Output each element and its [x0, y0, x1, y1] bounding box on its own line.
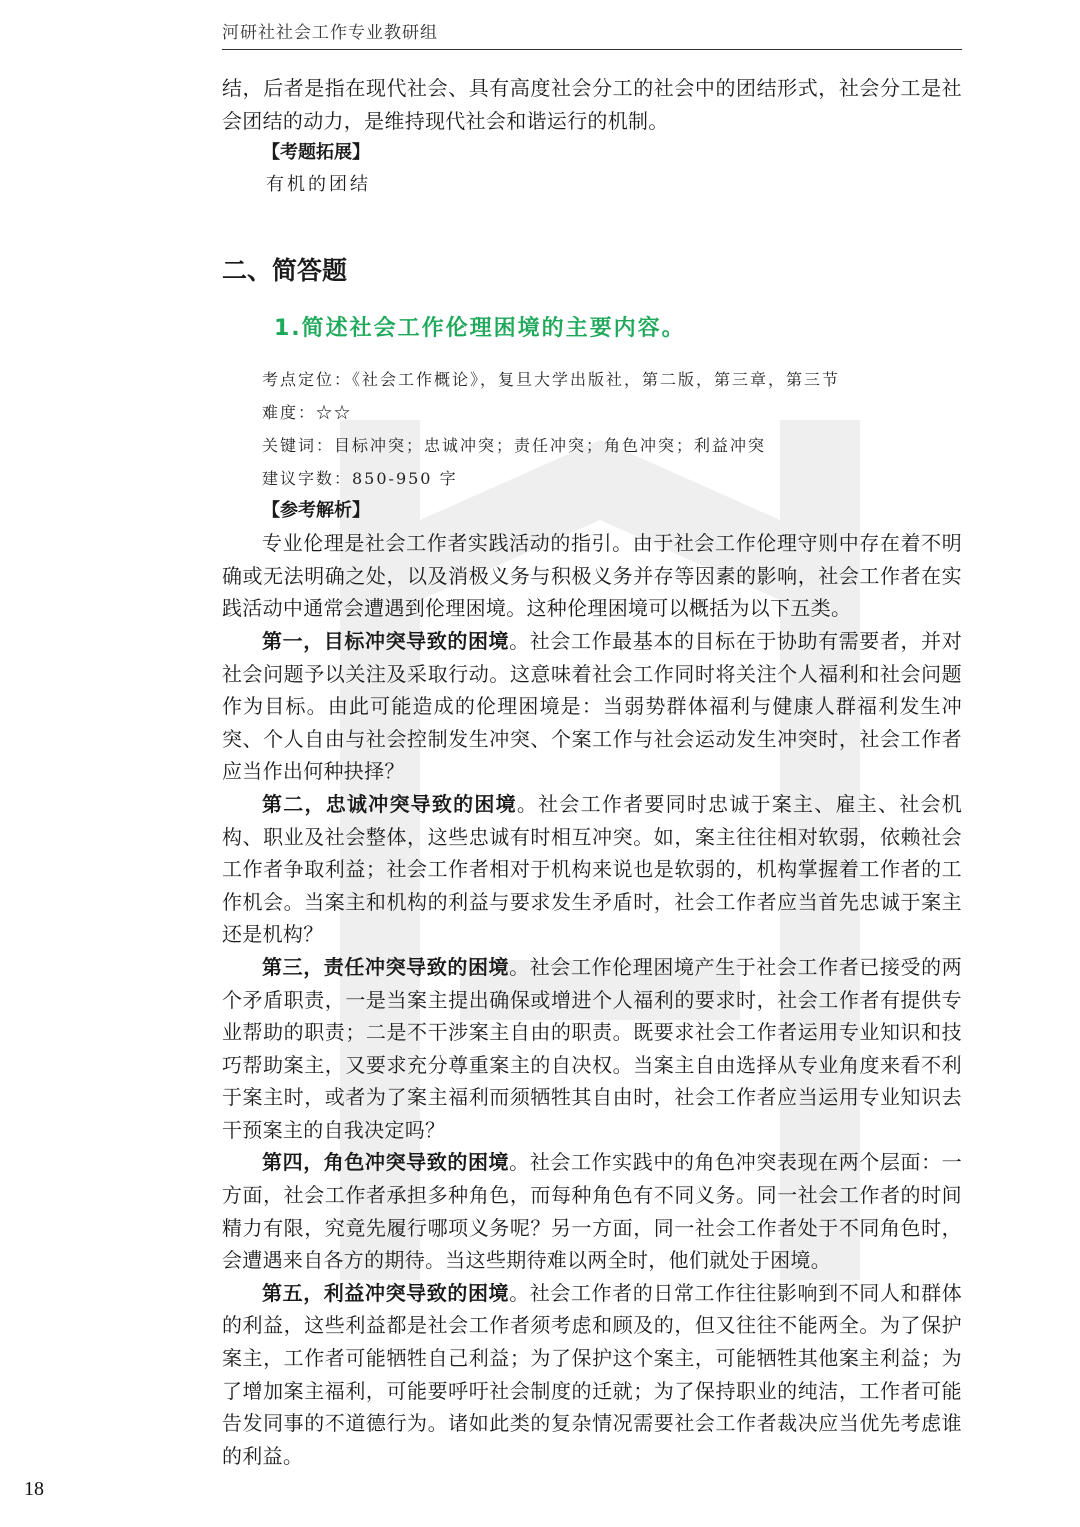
question-location: 考点定位：《社会工作概论》，复旦大学出版社，第二版，第三章，第三节: [262, 370, 841, 390]
page-header: 河研社社会工作专业教研组: [222, 18, 962, 50]
page-content: [222, 72, 962, 1472]
question-word-count: 建议字数：850-950 字: [262, 469, 458, 489]
paragraph-lead: 第一，目标冲突导致的困境: [262, 628, 510, 653]
paragraph-text: 。社会工作伦理困境产生于社会工作者已接受的两个矛盾职责，一是当案主提出确保或增进个人福利的要求时，社会工作者有提供专业帮助的职责；二是不干涉案主自由的职责。既要求社会工作者运用专业知识和技巧帮助案主，又要求充分尊重案主的自决权。当案主自由选择从专业角度来看不利于案主时，或者为了案主福利而须牺牲其自由时，社会工作者应当运用专业知识去干预案主的自我决定吗？: [222, 954, 962, 1142]
analysis-paragraph: [222, 527, 962, 625]
extension-heading: 【考题拓展】: [262, 142, 370, 164]
paragraph-text: 。社会工作者的日常工作往往影响到不同人和群体的利益，这些利益都是社会工作者须考虑和顾及的，但又往往不能两全。为了保护案主，工作者可能牺牲自己利益；为了保护这个案主，可能牺牲其他案主利益；为了增加案主福利，可能要呼吁社会制度的迁就；为了保持职业的纯洁，工作者可能告发同事的不道德行为。诸如此类的复杂情况需要社会工作者裁决应当优先考虑谁的利益。: [222, 1280, 962, 1468]
extension-text: 有机的团结: [266, 174, 371, 196]
analysis-paragraph: [222, 788, 962, 951]
analysis-paragraph: [222, 951, 962, 1147]
paragraph-lead: 第三，责任冲突导致的困境: [262, 954, 510, 979]
paragraph-text: 。社会工作最基本的目标在于协助有需要者，并对社会问题予以关注及采取行动。这意味着社会工作同时将关注个人福利和社会问题作为目标。由此可能造成的伦理困境是：当弱势群体福利与健康人群福利发生冲突、个人自由与社会控制发生冲突、个案工作与社会运动发生冲突时，社会工作者应当作出何种抉择？: [222, 628, 962, 784]
paragraph-lead: 第二，忠诚冲突导致的困境: [262, 791, 517, 816]
analysis-paragraph: [222, 625, 962, 788]
intro-paragraph: 结，后者是指在现代社会、具有高度社会分工的社会中的团结形式，社会分工是社会团结的动力，是维持现代社会和谐运行的机制。: [222, 76, 962, 133]
question-difficulty: 难度：☆☆: [262, 403, 353, 423]
paragraph-text: 专业伦理是社会工作者实践活动的指引。由于社会工作伦理守则中存在着不明确或无法明确之处，以及消极义务与积极义务并存等因素的影响，社会工作者在实践活动中通常会遭遇到伦理困境。这种伦理困境可以概括为以下五类。: [222, 531, 962, 621]
analysis-paragraph: [222, 1146, 962, 1276]
paragraph-text: 。社会工作实践中的角色冲突表现在两个层面：一方面，社会工作者承担多种角色，而每种角色有不同义务。同一社会工作者的时间精力有限，究竟先履行哪项义务呢？另一方面，同一社会工作者处于不同角色时，会遭遇来自各方的期待。当这些期待难以两全时，他们就处于困境。: [222, 1150, 962, 1273]
page-number: 18: [24, 1478, 44, 1500]
section-title: 二、简答题: [222, 256, 348, 286]
paragraph-lead: 第五，利益冲突导致的困境: [262, 1280, 510, 1305]
question-title: 1.简述社会工作伦理困境的主要内容。: [274, 316, 686, 342]
analysis-heading: 【参考解析】: [262, 500, 370, 522]
question-keywords: 关键词：目标冲突；忠诚冲突；责任冲突；角色冲突；利益冲突: [262, 436, 767, 456]
analysis-paragraph: [222, 1277, 962, 1473]
paragraph-text: 。社会工作者要同时忠诚于案主、雇主、社会机构、职业及社会整体，这些忠诚有时相互冲突。如，案主往往相对软弱，依赖社会工作者争取利益；社会工作者相对于机构来说也是软弱的，机构掌握着工作者的工作机会。当案主和机构的利益与要求发生矛盾时，社会工作者应当首先忠诚于案主还是机构？: [222, 791, 962, 947]
paragraph-lead: 第四，角色冲突导致的困境: [262, 1150, 510, 1175]
